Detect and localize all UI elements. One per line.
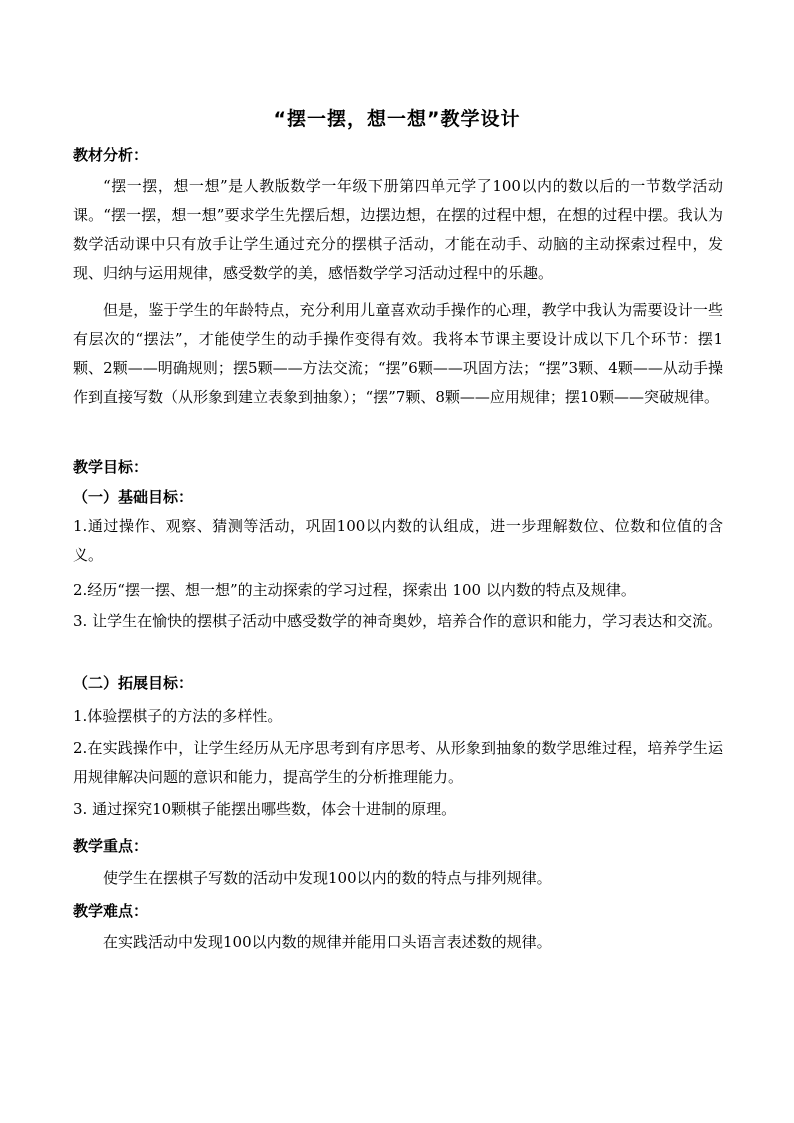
basic-goal-2: 2.经历“摆一摆、想一想”的主动探索的学习过程，探索出 100 以内数的特点及规律。 bbox=[73, 581, 636, 599]
analysis-paragraph-2: 但是，鉴于学生的年龄特点，充分利用儿童喜欢动手操作的心理，教学中我认为需要设计一些有层次的“摆法”，才能使学生的动手操作变得有效。我将本节课主要设计成以下几个环节：摆1颗、2颗——明确规则；摆5颗——方法交流；“摆”6颗——巩固方法；“摆”3颗、4颗——从动手操作到直接写数（从形象到建立表象到抽象）；“摆”7颗、8颗——应用规律；摆10颗——突破规律。 bbox=[73, 301, 723, 406]
difficult-points-text: 在实践活动中发现100以内数的规律并能用口头语言表述数的规律。 bbox=[103, 933, 552, 951]
basic-goals-heading: （一）基础目标： bbox=[73, 488, 194, 506]
goals-heading: 教学目标： bbox=[73, 458, 149, 476]
analysis-paragraph-1: “摆一摆，想一想”是人教版数学一年级下册第四单元学了100以内的数以后的一节数学活动课。“摆一摆，想一想”要求学生先摆后想，边摆边想，在摆的过程中想，在想的过程中摆。我认为数学活动课中只有放手让学生通过充分的摆棋子活动，才能在动手、动脑的主动探索过程中，发现、归纳与运用规律，感受数学的美，感悟数学学习活动过程中的乐趣。 bbox=[73, 177, 723, 282]
analysis-heading: 教材分析： bbox=[73, 146, 149, 164]
extended-goal-1: 1.体验摆棋子的方法的多样性。 bbox=[73, 707, 283, 725]
key-points-text: 使学生在摆棋子写数的活动中发现100以内的数的特点与排列规律。 bbox=[103, 869, 552, 887]
basic-goal-1: 1.通过操作、观察、猜测等活动，巩固100以内数的认组成，进一步理解数位、位数和位值的含义。 bbox=[73, 517, 723, 564]
difficult-points-heading: 教学难点： bbox=[73, 902, 149, 920]
extended-goals-heading: （二）拓展目标： bbox=[73, 674, 194, 692]
basic-goal-3: 3. 让学生在愉快的摆棋子活动中感受数学的神奇奥妙，培养合作的意识和能力，学习表达和交流。 bbox=[73, 612, 723, 630]
extended-goal-3: 3. 通过探究10颗棋子能摆出哪些数，体会十进制的原理。 bbox=[73, 800, 457, 818]
document-title: “摆一摆，想一想”教学设计 bbox=[273, 108, 521, 130]
extended-goal-2: 2.在实践操作中，让学生经历从无序思考到有序思考、从形象到抽象的数学思维过程，培养学生运用规律解决问题的意识和能力，提高学生的分析推理能力。 bbox=[73, 739, 723, 786]
key-points-heading: 教学重点： bbox=[73, 837, 149, 855]
